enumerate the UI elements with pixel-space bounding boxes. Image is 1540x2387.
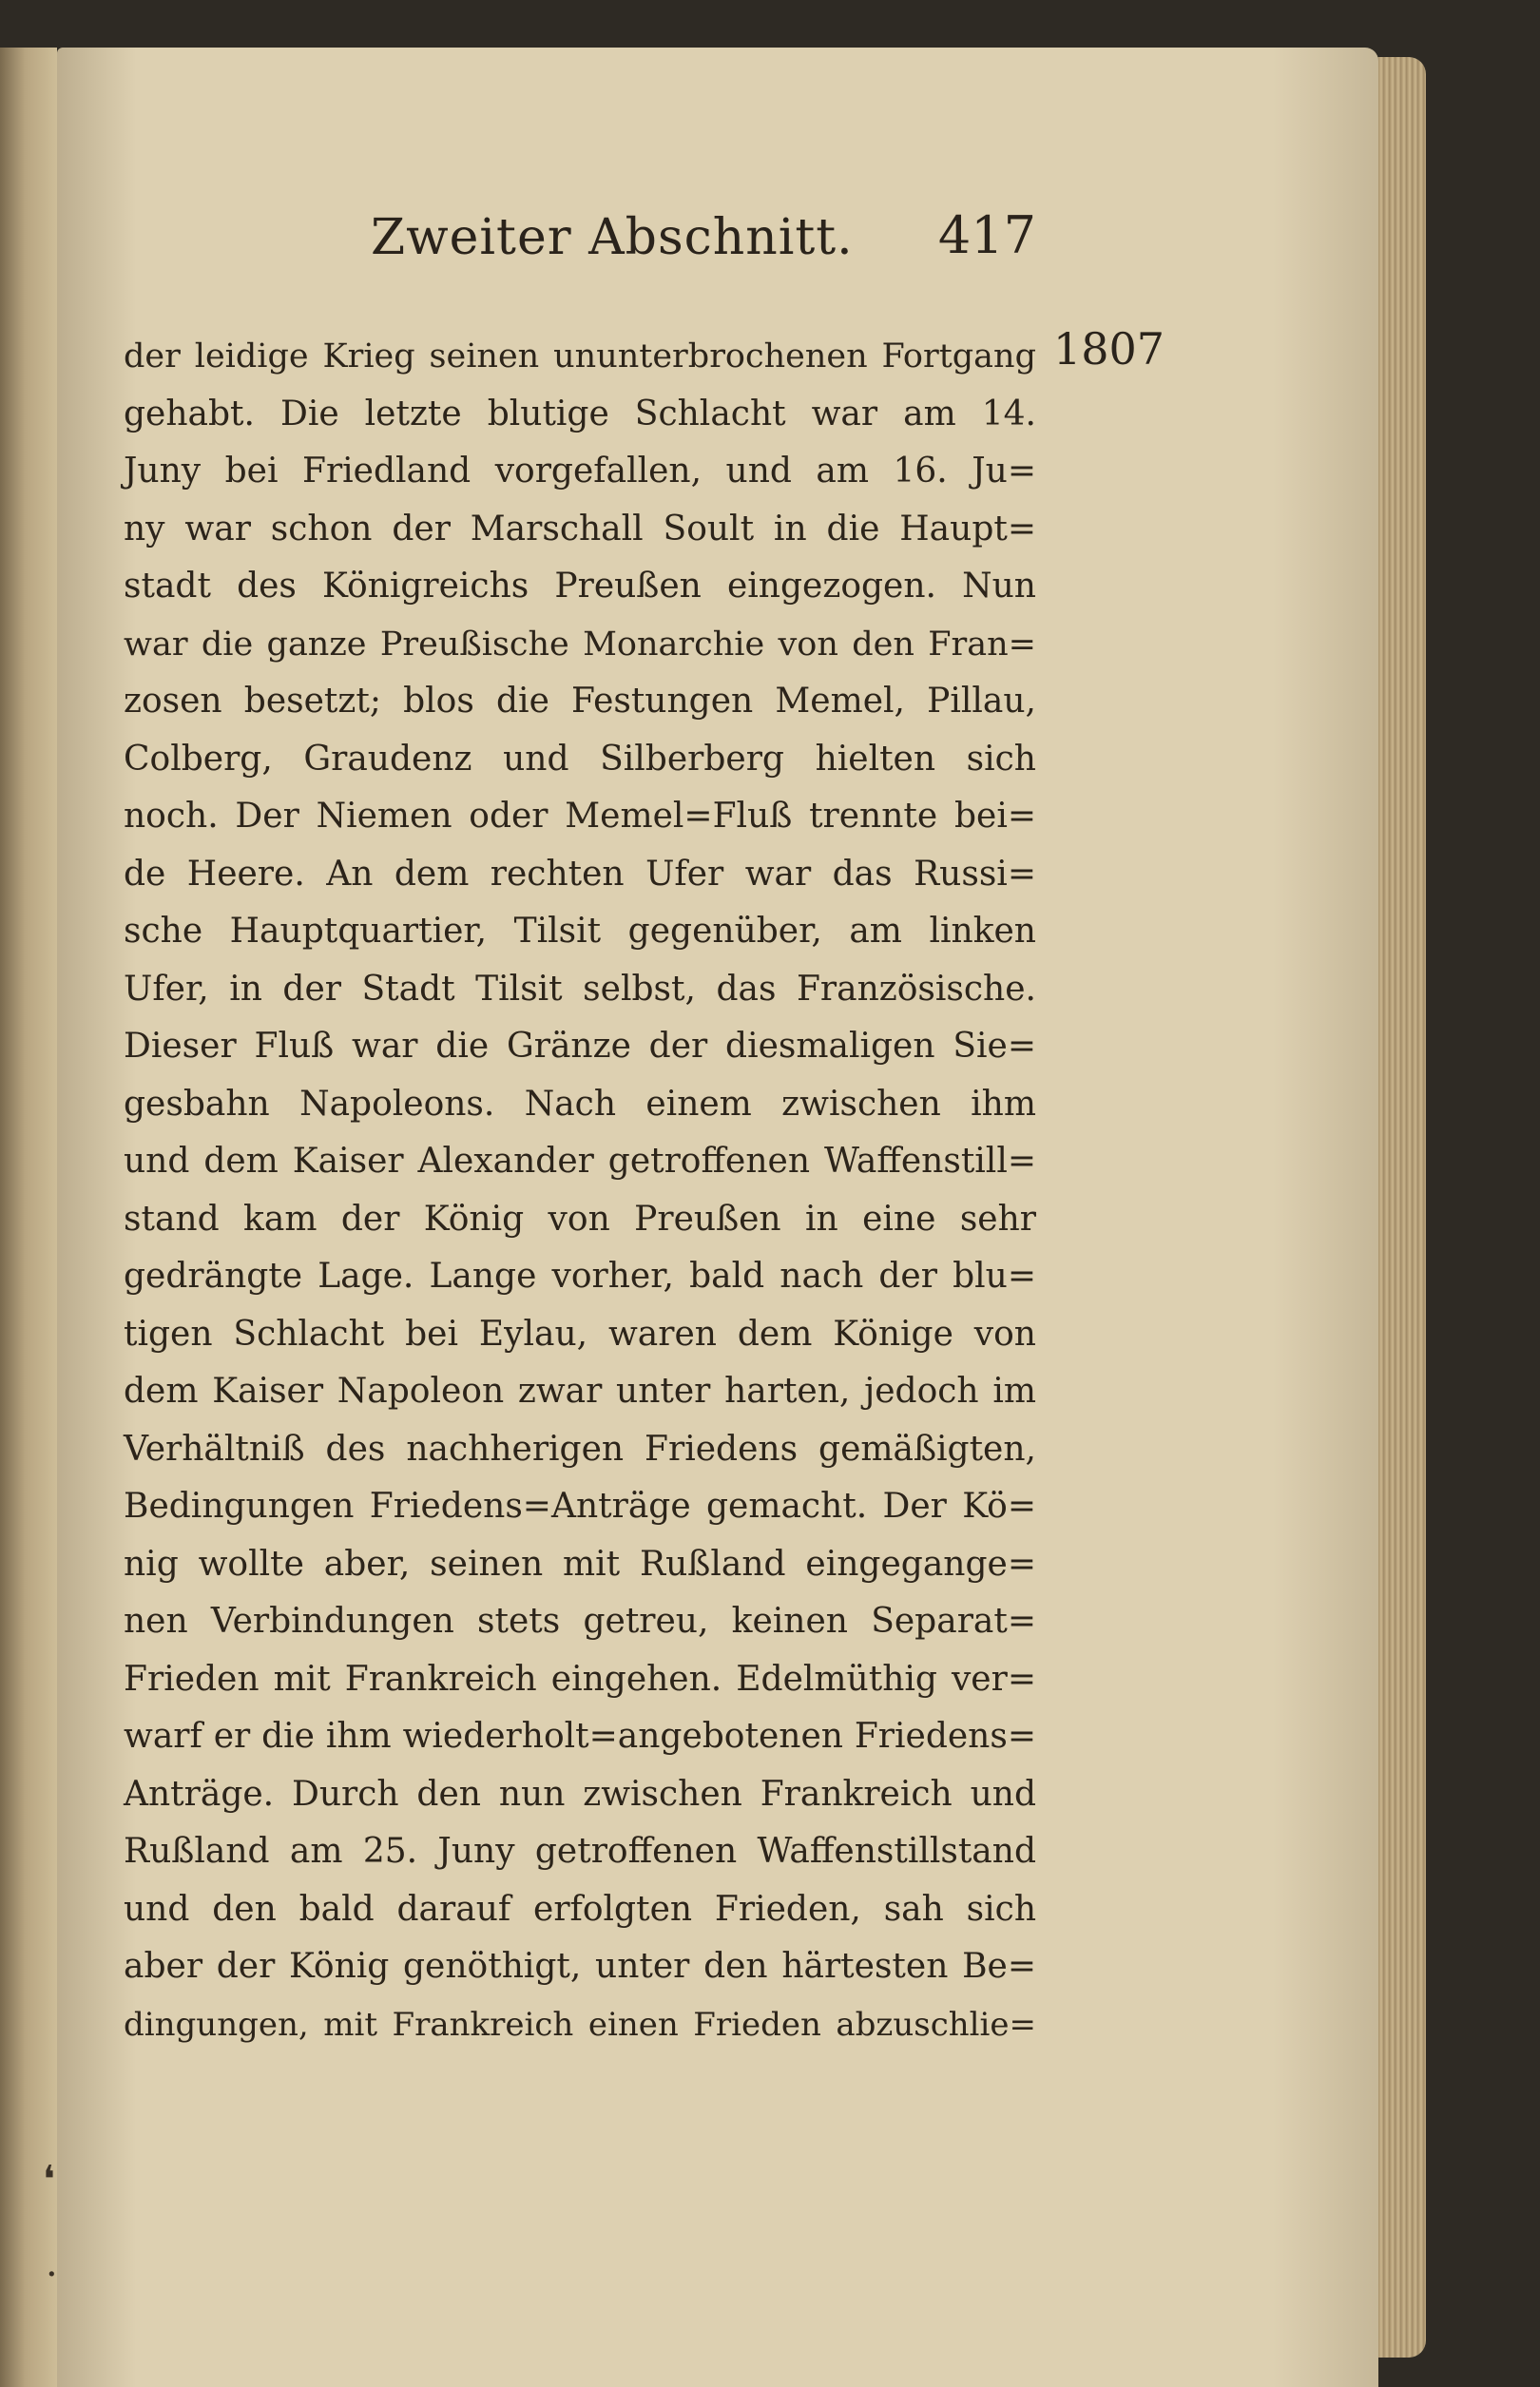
previous-page-edge	[0, 48, 57, 2387]
text-line: nen Verbindungen stets getreu, keinen Separat=	[124, 1602, 1036, 1641]
ink-blemish: ❛	[43, 2158, 55, 2202]
text-line: dingungen, mit Frankreich einen Frieden abzuschlie=	[124, 2005, 1036, 2044]
text-line: sche Hauptquartier, Tilsit gegenüber, am linken	[124, 912, 1036, 951]
text-line: gehabt. Die letzte blutige Schlacht war am 14.	[124, 394, 1036, 433]
text-line: Anträge. Durch den nun zwischen Frankreich und	[124, 1774, 1036, 1814]
text-line: warf er die ihm wiederholt=angebotenen Friedens=	[124, 1717, 1036, 1756]
page-number: 417	[937, 205, 1036, 265]
body-text	[124, 328, 1036, 2053]
text-line: Juny bei Friedland vorgefallen, und am 16. Ju=	[124, 452, 1036, 491]
text-line: aber der König genöthigt, unter den härtesten Be=	[124, 1947, 1036, 1986]
text-line: der leidige Krieg seinen ununterbrochenen Fortgang	[124, 337, 1036, 375]
text-line: und den bald darauf erfolgten Frieden, sah sich	[124, 1889, 1036, 1929]
text-line: stand kam der König von Preußen in eine sehr	[124, 1199, 1036, 1239]
margin-year-note: 1807	[1053, 323, 1165, 375]
text-line: Bedingungen Friedens=Anträge gemacht. Der Kö=	[124, 1487, 1036, 1526]
text-line: Colberg, Graudenz und Silberberg hielten sich	[124, 739, 1036, 779]
text-line: gedrängte Lage. Lange vorher, bald nach der blu=	[124, 1257, 1036, 1296]
text-line: stadt des Königreichs Preußen eingezogen. Nun	[124, 567, 1036, 606]
text-line: Dieser Fluß war die Gränze der diesmaligen Sie=	[124, 1027, 1036, 1066]
text-line: nig wollte aber, seinen mit Rußland eingegange=	[124, 1544, 1036, 1584]
text-line: Frieden mit Frankreich eingehen. Edelmüthig ver=	[124, 1659, 1036, 1699]
text-line: dem Kaiser Napoleon zwar unter harten, jedoch im	[124, 1372, 1036, 1411]
page-header	[371, 190, 1036, 285]
text-line: tigen Schlacht bei Eylau, waren dem Könige von	[124, 1314, 1036, 1354]
ink-blemish: ·	[46, 2253, 58, 2297]
running-head: Zweiter Abschnitt.	[371, 209, 854, 266]
text-line: ny war schon der Marschall Soult in die Haupt=	[124, 509, 1036, 549]
text-line: Ufer, in der Stadt Tilsit selbst, das Französische.	[124, 969, 1036, 1009]
text-line: noch. Der Niemen oder Memel=Fluß trennte bei=	[124, 797, 1036, 836]
text-line: war die ganze Preußische Monarchie von den Fran=	[124, 625, 1036, 664]
text-line: Rußland am 25. Juny getroffenen Waffenstillstand	[124, 1832, 1036, 1871]
text-line: zosen besetzt; blos die Festungen Memel, Pillau,	[124, 682, 1036, 721]
text-line: und dem Kaiser Alexander getroffenen Waffenstill=	[124, 1142, 1036, 1181]
text-line: Verhältniß des nachherigen Friedens gemäßigten,	[124, 1429, 1036, 1469]
text-line: gesbahn Napoleons. Nach einem zwischen ihm	[124, 1084, 1036, 1124]
text-line: de Heere. An dem rechten Ufer war das Russi=	[124, 854, 1036, 894]
